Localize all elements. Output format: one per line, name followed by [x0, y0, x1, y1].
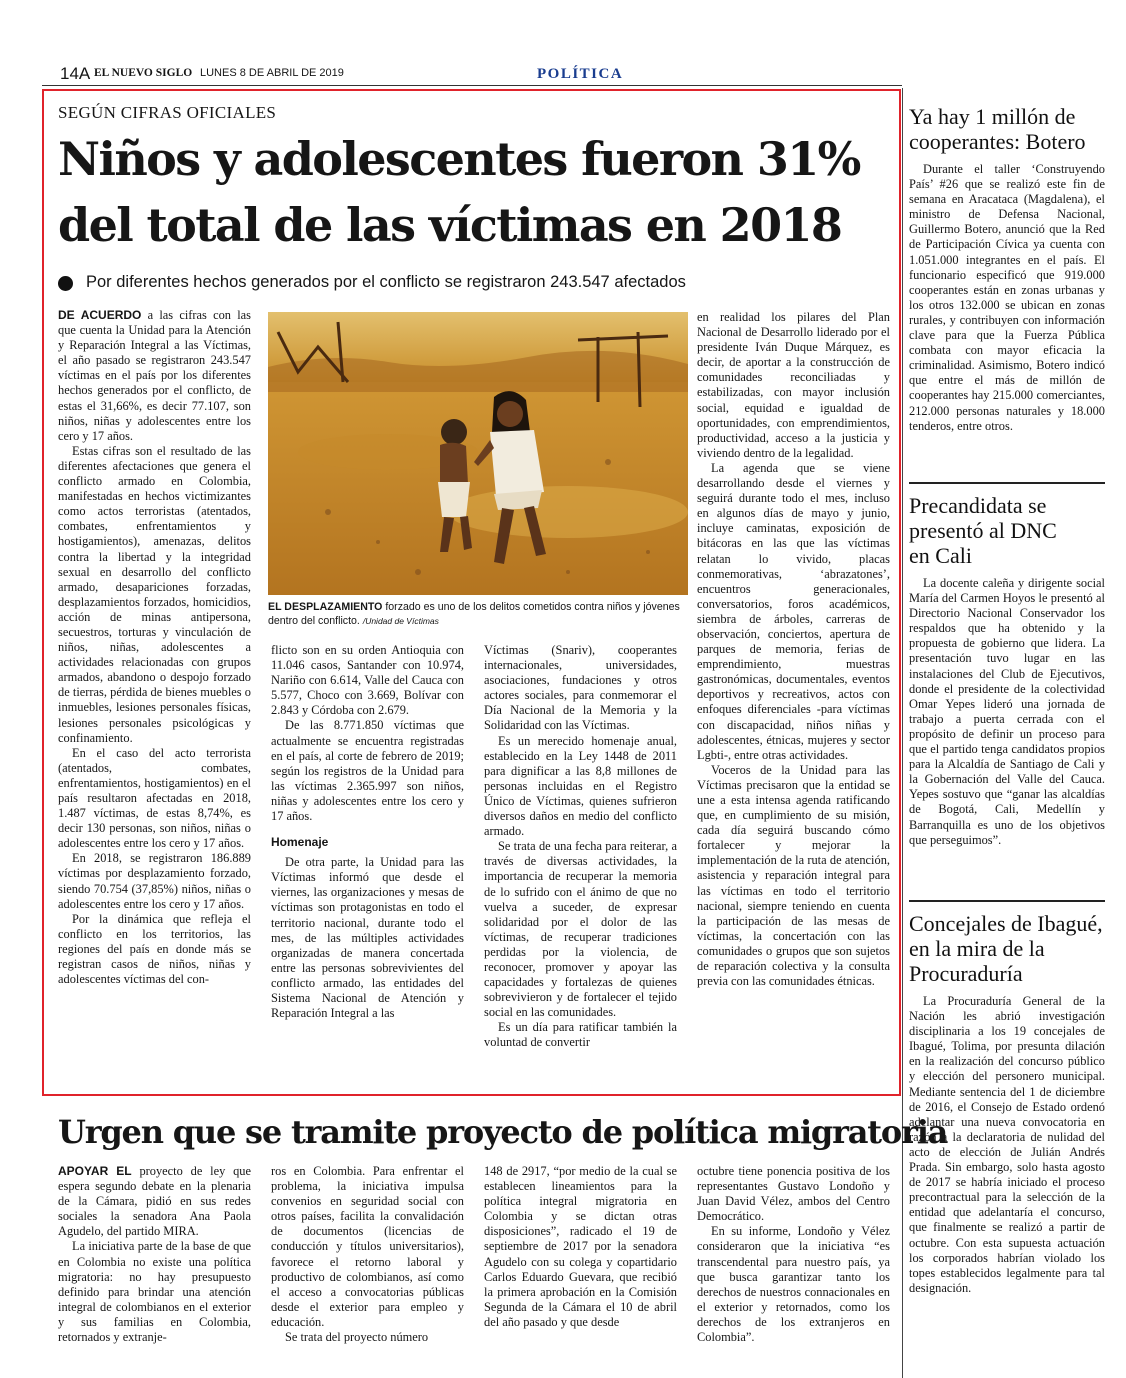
article-headline-line-1: Niños y adolescentes fueron 31%: [58, 132, 860, 186]
paragraph: Estas cifras son el resultado de las diferentes afectaciones que genera el conflicto armado en Colombia, manifestadas en hechos victimizantes como actos terroristas (atentados, combates, enfrentamientos y hostigamientos), amenazas, delitos contra la libertad y la integridad sexual en desarrollo del conflicto armado, desapariciones forzadas, desplazamientos forzados, homicidios, acción de minas antipersona, secuestros, torturas y vinculación de niños, niñas, adolescentes a actividades relacionadas con grupos armados, abandono o despojo forzado de tierras, pérdida de bienes muebles o inmuebles, lesiones personales físicas, lesiones personales psicológicas y confinamiento.: [58, 443, 251, 745]
article-photo: [268, 312, 688, 595]
brief-text: Durante el taller ‘Construyendo País’ #26 que se realizó este fin de semana en Aracataca (Magdalena), el ministro de Defensa Nacional, Guillermo Botero, anunció que la Red de Participación Cívica ya cuenta con 1.051.000 integrantes en el país. El funcionario especificó que 919.000 cooperantes están en zonas urbanas y los otros 132.000 se ubican en zonas rurales, y contribuyen con información clave para que la Fuerza Pública combata con mayor eficacia la criminalidad. Asimismo, Botero indicó que entre el más de millón de cooperantes hay 215.000 comerciantes, 212.000 personas naturales y 18.000 tenderos, entre otros.: [909, 162, 1105, 433]
brief-title: Ya hay 1 millón de cooperantes: Botero: [909, 104, 1086, 154]
brief-text: La Procuraduría General de la Nación les abrió investigación disciplinaria a los 19 concejales de Ibagué, Tolima, por presunta dilación en la realización del concurso público y elección del personero municipal. Mediante sentencia del 1 de diciembre de 2016, el Consejo de Estado ordenó adelantar una nueva convocatoria en razón a la declaratoria de nulidad del acto de elección de Julián Andrés Prada. Sin embargo, solo hasta agosto de 2017 se habría iniciado el proceso precontractual para la selección de la entidad que adelantaría el concurso, que finalmente se realizó a partir de octubre. Con esta supuesta actuación los corporados habrían violado los topes establecidos legalmente para tal designación.: [909, 994, 1105, 1295]
sidebar-rule: [909, 482, 1105, 484]
paragraph: flicto son en su orden Antioquia con 11.046 casos, Santander con 10.974, Nariño con 6.614, Valle del Cauca con 5.577, Choco con 3.669, Bolívar con 2.843 y Córdoba con 2.679.: [271, 643, 464, 718]
paragraph: Es un merecido homenaje anual, establecido en la Ley 1448 de 2011 para dignificar a las 8,8 millones de personas incluidas en el Registro Único de Víctimas, quienes sufrieron diversos daños en medio del conflicto armado.: [484, 733, 677, 839]
paragraph: APOYAR EL proyecto de ley que espera segundo debate en la plenaria de la Cámara, pidió en sus redes sociales la senadora Ana Paola Agudelo, del partido MIRA.: [58, 1164, 251, 1239]
brief-title: Concejales de Ibagué, en la mira de la Procuraduría: [909, 911, 1103, 986]
sidebar-brief-3: [909, 911, 1105, 1296]
sidebar-rule: [909, 900, 1105, 902]
photo-credit: /Unidad de Víctimas: [362, 616, 439, 626]
paragraph: En el caso del acto terrorista (atentados, combates, enfrentamientos, hostigamientos) en el país resultaron afectadas en 2018, 1.487 víctimas, de estas 8,74%, es decir 130 personas, son niños, niñas o adolescentes entre los cero y 17 años.: [58, 745, 251, 851]
page-header: [60, 64, 1110, 86]
paragraph: De las 8.771.850 víctimas que actualmente se encuentra registradas en el país, al corte de febrero de 2019; según los registros de la Unidad para las víctimas 2.365.997 son niños, niñas y adolescentes entre los cero y 17 años.: [271, 718, 464, 824]
paragraph: Se trata de una fecha para reiterar, a través de diversas actividades, la importancia de recuperar la memoria de lo sufrido con el ánimo de que no vuelva a suceder, de expresar solidaridad por el dolor de las víctimas, de recuperar tradiciones perdidas por la violencia, de reconocer, promover y apoyar las capacidades y fortalezas de quienes sobrevivieron y de fortalecer el tejido social en las comunidades.: [484, 839, 677, 1020]
brief-text: La docente caleña y dirigente social María del Carmen Hoyos le presentó al Directorio Nacional Conservador los respaldos que ha obtenido y la propuesta de gobierno que lidera. La presentación tuvo lugar en las instalaciones del Club de Ejecutivos, donde el presidente de la colectividad Omar Yepes lideró una jornada de trabajo a puerta cerrada con el propósito de definir un proceso para que el partido tenga candidatos propios para la Alcaldía de Santiago de Cali y la Gobernación del Valle del Cauca. Yepes sostuvo que “ganar las alcaldías de Bogotá, Cali, Medellín y Barranquilla es uno de los objetivos que perseguimos”.: [909, 576, 1105, 847]
article-headline-line-2: del total de las víctimas en 2018: [58, 198, 842, 252]
second-column-4: [697, 1164, 890, 1345]
paragraph: La agenda que se viene desarrollando desde el viernes y seguirá durante todo el mes, incluso en algunos días de mayo y junio, incluye caminatas, exposición de bitácoras en las que las víctimas relatan lo vivido, placas conmemorativas, ‘abrazatones’, encuentros generacionales, conversatorios, foros académicos, siembra de árboles, carreras de observación, conciertos, apertura de parques de memoria, ferias de emprendimiento, muestras gastronómicas, documentales, eventos deportivos y recreativos, actos con enfoques diferenciales -para víctimas con discapacidad, niños niñas y adolescentes, étnicas, mujeres y sector Lgbti-, entre otras actividades.: [697, 460, 890, 762]
paragraph: Víctimas (Snariv), cooperantes internacionales, universidades, asociaciones, fundaciones y otros actores sociales, para conmemorar el Día Nacional de la Memoria y la Solidaridad con las Víctimas.: [484, 643, 677, 733]
section-name: POLÍTICA: [537, 66, 624, 82]
sidebar-brief-1: [909, 104, 1105, 434]
lead-in: DE ACUERDO: [58, 308, 142, 322]
lead-in: APOYAR EL: [58, 1164, 132, 1178]
page-number: 14A: [60, 64, 91, 83]
photo-caption: EL DESPLAZAMIENTO forzado es uno de los delitos cometidos contra niños y jóvenes dentro del conflicto. /Unidad de Víctimas: [268, 601, 680, 627]
issue-date: LUNES 8 DE ABRIL DE 2019: [200, 67, 344, 79]
paragraph: 148 de 2917, “por medio de la cual se establecen lineamientos para la política integral migratoria en Colombia y se dictan otras disposiciones”, radicado el 19 de septiembre de 2017 por la senadora Agudelo con su colega y copartidario Carlos Eduardo Guevara, que recibió la primera aprobación en la Comisión Segunda de la Cámara el 10 de abril del año pasado y que desde: [484, 1164, 677, 1329]
paragraph: Es un día para ratificar también la voluntad de convertir: [484, 1020, 677, 1050]
summary-bullet-icon: [58, 276, 73, 291]
sidebar-divider: [902, 88, 903, 1378]
main-column-1: [58, 308, 251, 987]
sidebar-brief-2: [909, 493, 1105, 848]
main-column-2: [271, 643, 464, 1021]
paper-name: EL NUEVO SIGLO: [94, 67, 193, 79]
paragraph: ros en Colombia. Para enfrentar el problema, la iniciativa impulsa convenios en seguridad social con otros países, facilita la convalidación de documentos (licencias de conducción y títulos universitarios), favorece el retorno laboral y productivo de colombianos, así como el acceso a convocatorias públicas desde el exterior para empleo y educación.: [271, 1164, 464, 1329]
paragraph: En su informe, Londoño y Vélez consideraron que la iniciativa “es transcendental para nuestro país, ya que busca garantizar tanto los derechos de nuestros connacionales en el exterior y retornados, como los derechos de los extranjeros en Colombia”.: [697, 1224, 890, 1345]
paragraph: Por la dinámica que refleja el conflicto en los territorios, las regiones del país en donde más se registran casos de niños, niñas y adolescentes víctimas del con-: [58, 911, 251, 987]
header-rule: [42, 85, 902, 86]
caption-lead: EL DESPLAZAMIENTO: [268, 601, 383, 613]
paragraph: en realidad los pilares del Plan Nacional de Desarrollo liderado por el presidente Iván Duque Márquez, es decir, de aportar a la construcción de comunidades reconciliadas y estabilizadas, con mayor inclusión social, equidad e igualdad de oportunidades, con emprendimientos, productividad, acceso a la justicia y viviendo dentro de la legalidad.: [697, 310, 890, 460]
main-column-3: [484, 643, 677, 1051]
paragraph: De otra parte, la Unidad para las Víctimas informó que desde el viernes, las organizaciones y mesas de víctimas son protagonistas en todo el territorio nacional, durante todo el mes, de las múltiples actividades organizadas de manera concertada entre las personas sobrevivientes del conflicto armado, las entidades del Sistema Nacional de Atención y Reparación Integral a las: [271, 855, 464, 1021]
main-column-4: [697, 310, 890, 989]
article-summary: Por diferentes hechos generados por el conflicto se registraron 243.547 afectados: [86, 273, 686, 291]
second-column-1: [58, 1164, 251, 1345]
paragraph: Voceros de la Unidad para las Víctimas precisaron que la entidad se une a esta intensa agenda ratificando que, en cumplimiento de su misión, cada día seguirá buscando cómo fortalecer y mejorar la implementación de la ruta de atención, asistencia y reparación integral para las víctimas en todo el territorio nacional, siempre teniendo en cuenta la participación de las mesas de víctimas, la concertación con las comunidades o grupos que son sujetos de reparación colectiva y la consulta previa con las comunidades étnicas.: [697, 762, 890, 989]
subhead-homenaje: Homenaje: [271, 835, 329, 850]
paragraph: La iniciativa parte de la base de que en Colombia no existe una política migratoria: no hay presupuesto definido para brindar una atención integral de colombianos en el exterior y sus familias en Colombia, retornados y extranje-: [58, 1239, 251, 1345]
children-walking-photo: [268, 312, 688, 595]
paragraph: Se trata del proyecto número: [285, 1330, 429, 1345]
paragraph: En 2018, se registraron 186.889 víctimas por desplazamiento forzado, siendo 70.754 (37,85%) niños, niñas o adolescentes entre los cero y 17 años.: [58, 851, 251, 911]
brief-title: Precandidata se presentó al DNC en Cali: [909, 493, 1057, 568]
second-column-3: [484, 1164, 677, 1330]
second-column-2: [271, 1164, 464, 1345]
paragraph: DE ACUERDO a las cifras con las que cuenta la Unidad para la Atención y Reparación Integral a las Víctimas, el año pasado se registraron 243.547 víctimas en el país por los diferentes hechos generados por el conflicto, de estas el 31,66%, es decir 77.107, son niños, niñas y adolescentes entre los cero y 17 años.: [58, 308, 252, 443]
paragraph: octubre tiene ponencia positiva de los representantes Gustavo Londoño y Juan David Vélez, ambos del Centro Democrático.: [697, 1164, 890, 1224]
article-kicker: SEGÚN CIFRAS OFICIALES: [58, 103, 277, 122]
second-article-headline: Urgen que se tramite proyecto de política migratoria: [58, 1113, 948, 1151]
